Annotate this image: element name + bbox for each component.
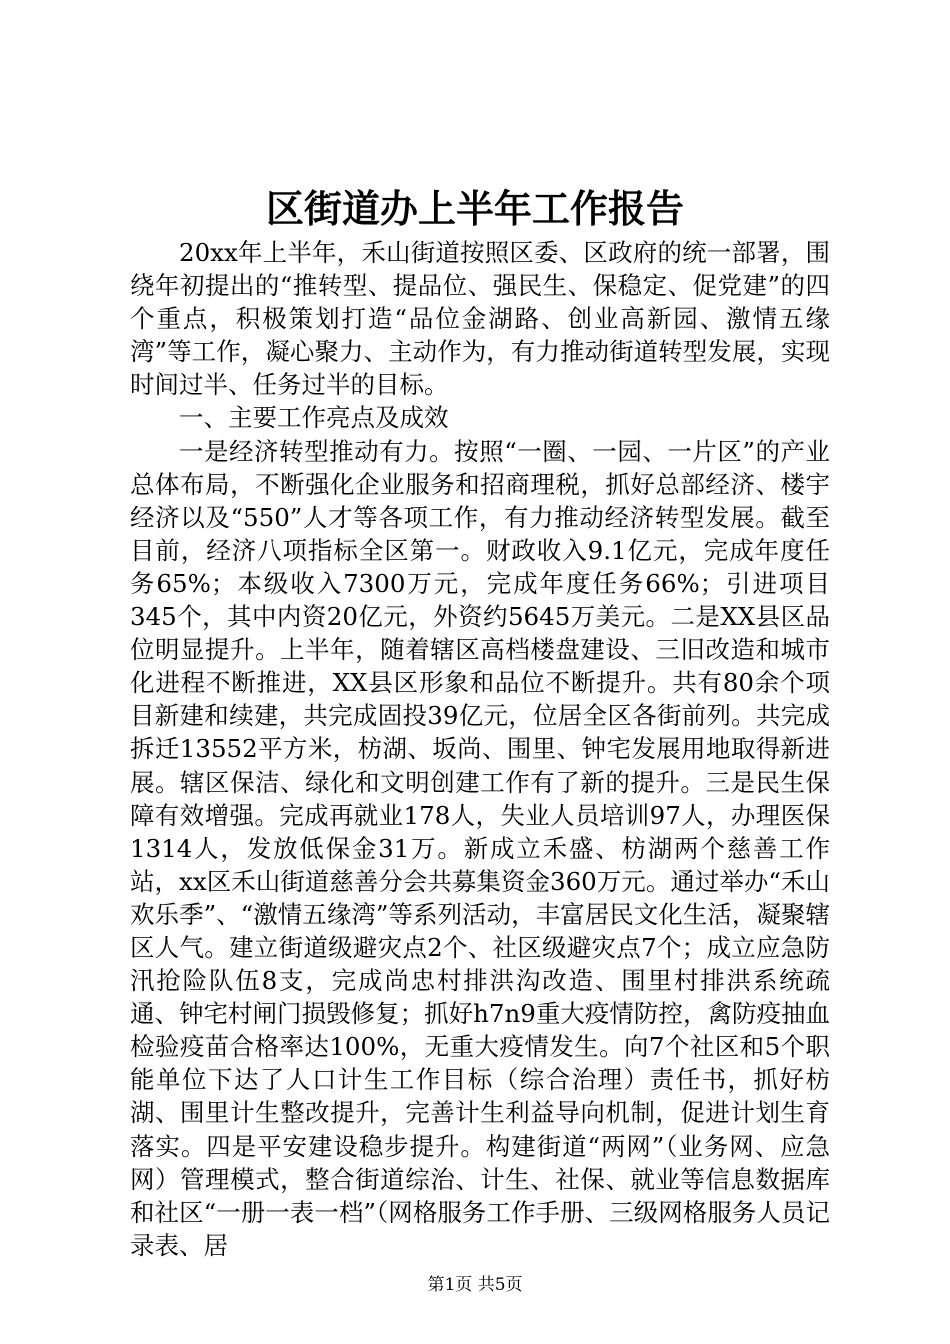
document-body — [130, 236, 830, 1262]
section-heading: 一、主要工作亮点及成效 — [179, 403, 449, 433]
page-footer: 第1页 共5页 — [427, 1275, 523, 1295]
body-paragraph: 一是经济转型推动有力。按照“一圈、一园、一片区”的产业总体布局，不断强化企业服务和招商理税，抓好总部经济、楼宇经济以及“550”人才等各项工作，有力推动经济转型发展。截至目前，经济八项指标全区第一。财政收入9.1亿元，完成年度任务65%；本级收入7300万元，完成年度任务66%；引进项目345个，其中内资20亿元，外资约5645万美元。二是XX县区品位明显提升。上半年，随着辖区高档楼盘建设、三旧改造和城市化进程不断推进，XX县区形象和品位不断提升。共有80余个项目新建和续建，共完成固投39亿元，位居全区各街前列。共完成拆迁13552平方米，枋湖、坂尚、围里、钟宅发展用地取得新进展。辖区保洁、绿化和文明创建工作有了新的提升。三是民生保障有效增强。完成再就业178人，失业人员培训97人，办理医保1314人，发放低保金31万。新成立禾盛、枋湖两个慈善工作站，xx区禾山街道慈善分会共募集资金360万元。通过举办“禾山欢乐季”、“激情五缘湾”等系列活动，丰富居民文化生活，凝聚辖区人气。建立街道级避灾点2个、社区级避灾点7个；成立应急防汛抢险队伍8支，完成尚忠村排洪沟改造、围里村排洪系统疏通、钟宅村闸门损毁修复；抓好h7n9重大疫情防控，禽防疫抽血检验疫苗合格率达100%，无重大疫情发生。向7个社区和5个职能单位下达了人口计生工作目标（综合治理）责任书，抓好枋湖、围里计生整改提升，完善计生利益导向机制，促进计划生育落实。四是平安建设稳步提升。构建街道“两网”（业务网、应急网）管理模式，整合街道综治、计生、社保、就业等信息数据库和社区“一册一表一档”（网格服务工作手册、三级网格服务人员记录表、居 — [130, 436, 830, 1260]
document-title: 区街道办上半年工作报告 — [265, 186, 684, 231]
intro-paragraph: 20xx年上半年，禾山街道按照区委、区政府的统一部署，围绕年初提出的“推转型、提品位、强民生、保稳定、促党建”的四个重点，积极策划打造“品位金湖路、创业高新园、激情五缘湾”等工作，凝心聚力、主动作为，有力推动街道转型发展，实现时间过半、任务过半的目标。 — [130, 238, 830, 400]
